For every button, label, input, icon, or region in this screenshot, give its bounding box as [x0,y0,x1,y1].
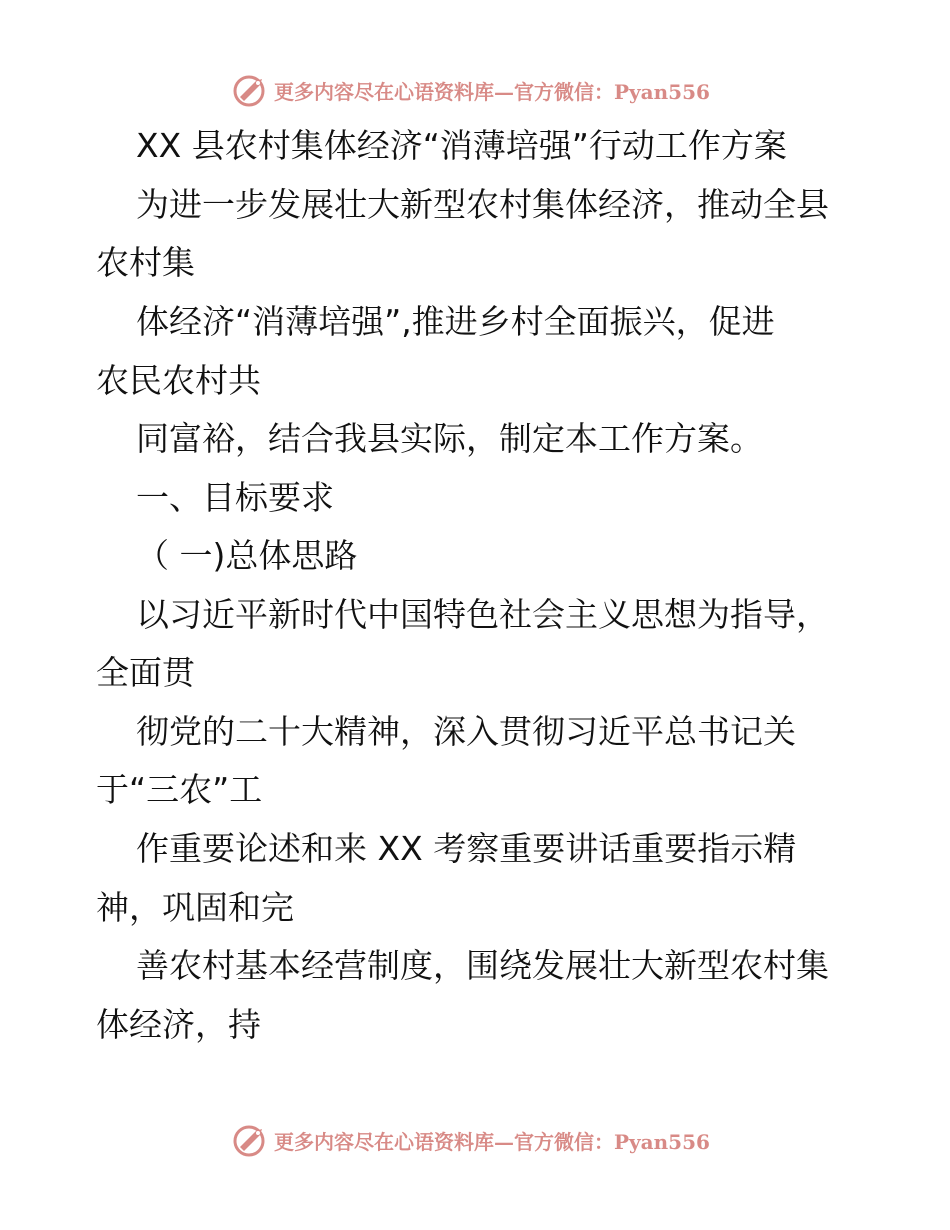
paragraph-line: 体经济，持 [96,1005,261,1044]
watermark-banner-top [232,70,710,110]
paragraph-line: 同富裕，结合我县实际，制定本工作方案。 [136,419,763,458]
document-title: XX 县农村集体经济“消薄培强”行动工作方案 [136,126,787,165]
paragraph-line: 为进一步发展壮大新型农村集体经济，推动全县 [136,185,829,224]
paragraph-line: 农民农村共 [96,361,261,400]
section-heading: 一、目标要求 [136,478,334,517]
paragraph-line: 神，巩固和完 [96,888,294,927]
paragraph-line: 以习近平新时代中国特色社会主义思想为指导， [136,595,829,634]
pen-nib-circle-icon [232,1121,270,1159]
paragraph-line: 全面贯 [96,653,195,692]
paragraph-line: 于“三农”工 [96,770,263,809]
paragraph-line: 农村集 [96,243,195,282]
watermark-text-bottom: 更多内容尽在心语资料库—官方微信：Pyan556 [274,1129,710,1154]
watermark-banner-bottom [232,1120,710,1160]
paragraph-line: 作重要论述和来 XX 考察重要讲话重要指示精 [136,829,797,868]
watermark-text-top: 更多内容尽在心语资料库—官方微信：Pyan556 [274,79,710,104]
paragraph-line: 彻党的二十大精神，深入贯彻习近平总书记关 [136,712,796,751]
paragraph-line: 体经济“消薄培强”,推进乡村全面振兴，促进 [136,302,775,341]
subsection-heading: （ 一)总体思路 [136,536,358,575]
paragraph-line: 善农村基本经营制度，围绕发展壮大新型农村集 [136,946,829,985]
pen-nib-circle-icon [232,71,270,109]
